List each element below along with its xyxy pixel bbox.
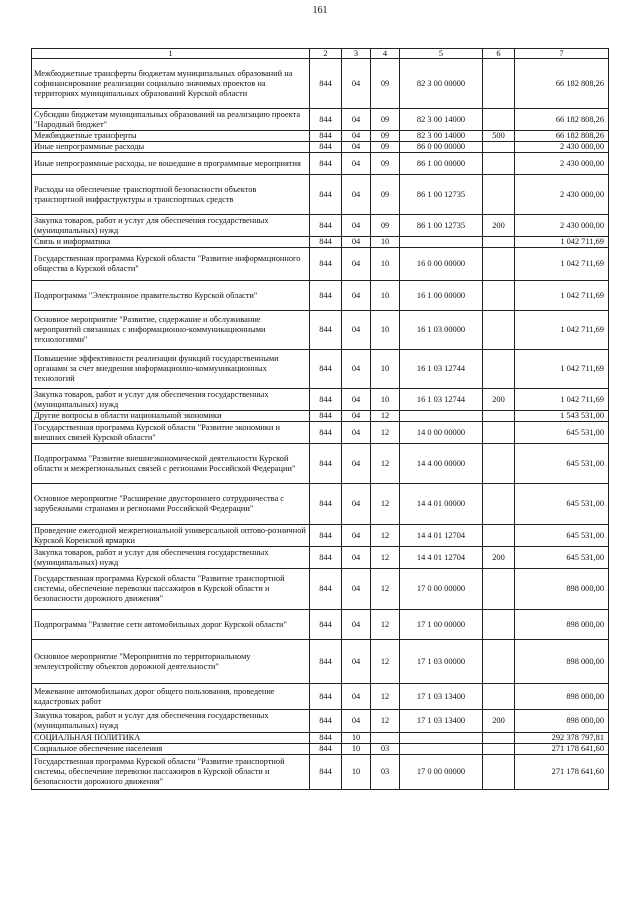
admin-code-cell: 844 bbox=[310, 755, 342, 790]
subsection-code-cell: 09 bbox=[371, 175, 400, 215]
table-row bbox=[32, 215, 609, 237]
section-code-cell: 04 bbox=[342, 610, 371, 640]
section-code-cell: 04 bbox=[342, 237, 371, 248]
amount-cell: 898 000,00 bbox=[515, 569, 609, 610]
row-name-cell: Иные непрограммные расходы bbox=[32, 142, 310, 153]
target-article-cell: 17 1 03 00000 bbox=[400, 640, 483, 684]
admin-code-cell: 844 bbox=[310, 744, 342, 755]
table-row bbox=[32, 569, 609, 610]
subsection-code-cell: 12 bbox=[371, 525, 400, 547]
target-article-cell: 14 0 00 00000 bbox=[400, 422, 483, 444]
subsection-code-cell bbox=[371, 733, 400, 744]
table-row bbox=[32, 484, 609, 525]
admin-code-cell: 844 bbox=[310, 389, 342, 411]
admin-code-cell: 844 bbox=[310, 311, 342, 350]
subsection-code-cell: 09 bbox=[371, 142, 400, 153]
subsection-code-cell: 12 bbox=[371, 411, 400, 422]
row-name-cell: Основное мероприятие "Мероприятия по территориальному землеустройству объектов дорожной деятельности" bbox=[32, 640, 310, 684]
amount-cell: 645 531,00 bbox=[515, 484, 609, 525]
amount-cell: 1 042 711,69 bbox=[515, 389, 609, 411]
expense-type-cell bbox=[483, 525, 515, 547]
amount-cell: 898 000,00 bbox=[515, 610, 609, 640]
admin-code-cell: 844 bbox=[310, 215, 342, 237]
subsection-code-cell: 10 bbox=[371, 248, 400, 281]
admin-code-cell: 844 bbox=[310, 484, 342, 525]
target-article-cell bbox=[400, 237, 483, 248]
section-code-cell: 04 bbox=[342, 389, 371, 411]
target-article-cell: 82 3 00 14000 bbox=[400, 131, 483, 142]
row-name-cell: Государственная программа Курской области "Развитие экономики и внешних связей Курской области" bbox=[32, 422, 310, 444]
expense-type-cell bbox=[483, 640, 515, 684]
amount-cell: 2 430 000,00 bbox=[515, 175, 609, 215]
row-name-cell: Закупка товаров, работ и услуг для обеспечения государственных (муниципальных) нужд bbox=[32, 710, 310, 733]
expense-type-cell bbox=[483, 142, 515, 153]
amount-cell: 2 430 000,00 bbox=[515, 153, 609, 175]
subsection-code-cell: 09 bbox=[371, 59, 400, 109]
section-code-cell: 04 bbox=[342, 547, 371, 569]
amount-cell: 271 178 641,60 bbox=[515, 744, 609, 755]
section-code-cell: 04 bbox=[342, 153, 371, 175]
target-article-cell: 17 0 00 00000 bbox=[400, 755, 483, 790]
admin-code-cell: 844 bbox=[310, 59, 342, 109]
target-article-cell: 16 1 03 12744 bbox=[400, 350, 483, 389]
table-row bbox=[32, 175, 609, 215]
amount-cell: 1 042 711,69 bbox=[515, 281, 609, 311]
subsection-code-cell: 12 bbox=[371, 710, 400, 733]
expense-type-cell bbox=[483, 248, 515, 281]
admin-code-cell: 844 bbox=[310, 109, 342, 131]
subsection-code-cell: 10 bbox=[371, 311, 400, 350]
expense-type-cell bbox=[483, 733, 515, 744]
admin-code-cell: 844 bbox=[310, 547, 342, 569]
amount-cell: 1 042 711,69 bbox=[515, 350, 609, 389]
row-name-cell: Межевание автомобильных дорог общего пользования, проведение кадастровых работ bbox=[32, 684, 310, 710]
section-code-cell: 10 bbox=[342, 755, 371, 790]
subsection-code-cell: 12 bbox=[371, 547, 400, 569]
target-article-cell: 16 0 00 00000 bbox=[400, 248, 483, 281]
section-code-cell: 04 bbox=[342, 175, 371, 215]
admin-code-cell: 844 bbox=[310, 684, 342, 710]
amount-cell: 2 430 000,00 bbox=[515, 142, 609, 153]
target-article-cell: 82 3 00 14000 bbox=[400, 109, 483, 131]
amount-cell: 271 178 641,60 bbox=[515, 755, 609, 790]
table-row bbox=[32, 59, 609, 109]
amount-cell: 645 531,00 bbox=[515, 547, 609, 569]
target-article-cell: 14 4 00 00000 bbox=[400, 444, 483, 484]
expense-type-cell bbox=[483, 237, 515, 248]
subsection-code-cell: 03 bbox=[371, 744, 400, 755]
row-name-cell: Иные непрограммные расходы, не вошедшие в программные мероприятия bbox=[32, 153, 310, 175]
page-number: 161 bbox=[312, 5, 328, 16]
column-header: 5 bbox=[400, 49, 483, 59]
table-row bbox=[32, 389, 609, 411]
expense-type-cell bbox=[483, 411, 515, 422]
subsection-code-cell: 12 bbox=[371, 640, 400, 684]
section-code-cell: 04 bbox=[342, 484, 371, 525]
expense-type-cell bbox=[483, 755, 515, 790]
target-article-cell: 16 1 03 12744 bbox=[400, 389, 483, 411]
section-code-cell: 04 bbox=[342, 215, 371, 237]
target-article-cell: 16 1 03 00000 bbox=[400, 311, 483, 350]
section-code-cell: 04 bbox=[342, 59, 371, 109]
section-code-cell: 04 bbox=[342, 142, 371, 153]
row-name-cell: Государственная программа Курской области "Развитие информационного общества в Курской области" bbox=[32, 248, 310, 281]
amount-cell: 645 531,00 bbox=[515, 422, 609, 444]
expense-type-cell bbox=[483, 59, 515, 109]
table-row bbox=[32, 684, 609, 710]
admin-code-cell: 844 bbox=[310, 237, 342, 248]
row-name-cell: Межбюджетные трансферты bbox=[32, 131, 310, 142]
amount-cell: 898 000,00 bbox=[515, 640, 609, 684]
table-row bbox=[32, 733, 609, 744]
column-header: 4 bbox=[371, 49, 400, 59]
target-article-cell: 86 1 00 12735 bbox=[400, 175, 483, 215]
section-code-cell: 04 bbox=[342, 281, 371, 311]
expense-type-cell bbox=[483, 684, 515, 710]
row-name-cell: Закупка товаров, работ и услуг для обеспечения государственных (муниципальных) нужд bbox=[32, 389, 310, 411]
section-code-cell: 04 bbox=[342, 684, 371, 710]
amount-cell: 2 430 000,00 bbox=[515, 215, 609, 237]
expense-type-cell: 200 bbox=[483, 215, 515, 237]
subsection-code-cell: 09 bbox=[371, 109, 400, 131]
table-row bbox=[32, 109, 609, 131]
section-code-cell: 04 bbox=[342, 411, 371, 422]
expense-type-cell bbox=[483, 444, 515, 484]
row-name-cell: Повышение эффективности реализации функций государственными органами за счет внедрения информационно-коммуникационных технологий bbox=[32, 350, 310, 389]
table-header-row bbox=[32, 49, 609, 59]
target-article-cell bbox=[400, 411, 483, 422]
target-article-cell: 17 0 00 00000 bbox=[400, 569, 483, 610]
row-name-cell: Основное мероприятие "Развитие, содержание и обслуживание мероприятий связанных с информационно-коммуникационными технологиями" bbox=[32, 311, 310, 350]
target-article-cell: 17 1 03 13400 bbox=[400, 684, 483, 710]
subsection-code-cell: 10 bbox=[371, 237, 400, 248]
table-row bbox=[32, 640, 609, 684]
table-row bbox=[32, 444, 609, 484]
section-code-cell: 10 bbox=[342, 733, 371, 744]
column-header: 1 bbox=[32, 49, 310, 59]
admin-code-cell: 844 bbox=[310, 131, 342, 142]
expense-type-cell bbox=[483, 610, 515, 640]
admin-code-cell: 844 bbox=[310, 444, 342, 484]
amount-cell: 1 042 711,69 bbox=[515, 237, 609, 248]
subsection-code-cell: 10 bbox=[371, 350, 400, 389]
table-row bbox=[32, 525, 609, 547]
row-name-cell: Подпрограмма "Развитие внешнеэкономической деятельности Курской области и межрегиональных связей с регионами Российской Федерации" bbox=[32, 444, 310, 484]
expense-type-cell bbox=[483, 744, 515, 755]
table-row bbox=[32, 610, 609, 640]
amount-cell: 898 000,00 bbox=[515, 684, 609, 710]
subsection-code-cell: 12 bbox=[371, 484, 400, 525]
expense-type-cell bbox=[483, 109, 515, 131]
section-code-cell: 04 bbox=[342, 525, 371, 547]
expense-type-cell bbox=[483, 422, 515, 444]
table-row bbox=[32, 248, 609, 281]
expense-type-cell bbox=[483, 350, 515, 389]
row-name-cell: СОЦИАЛЬНАЯ ПОЛИТИКА bbox=[32, 733, 310, 744]
amount-cell: 1 042 711,69 bbox=[515, 311, 609, 350]
row-name-cell: Субсидии бюджетам муниципальных образований на реализацию проекта "Народный бюджет" bbox=[32, 109, 310, 131]
table-row bbox=[32, 755, 609, 790]
section-code-cell: 04 bbox=[342, 444, 371, 484]
admin-code-cell: 844 bbox=[310, 142, 342, 153]
section-code-cell: 04 bbox=[342, 350, 371, 389]
expense-type-cell bbox=[483, 153, 515, 175]
expense-type-cell bbox=[483, 175, 515, 215]
subsection-code-cell: 03 bbox=[371, 755, 400, 790]
admin-code-cell: 844 bbox=[310, 350, 342, 389]
target-article-cell: 14 4 01 00000 bbox=[400, 484, 483, 525]
table-row bbox=[32, 311, 609, 350]
table-row bbox=[32, 237, 609, 248]
row-name-cell: Другие вопросы в области национальной экономики bbox=[32, 411, 310, 422]
target-article-cell: 17 1 03 13400 bbox=[400, 710, 483, 733]
table-row bbox=[32, 744, 609, 755]
amount-cell: 645 531,00 bbox=[515, 444, 609, 484]
expense-type-cell: 200 bbox=[483, 547, 515, 569]
table-row bbox=[32, 281, 609, 311]
expense-type-cell bbox=[483, 484, 515, 525]
section-code-cell: 04 bbox=[342, 422, 371, 444]
amount-cell: 292 378 797,81 bbox=[515, 733, 609, 744]
table-row bbox=[32, 350, 609, 389]
section-code-cell: 04 bbox=[342, 131, 371, 142]
expense-type-cell bbox=[483, 281, 515, 311]
row-name-cell: Государственная программа Курской области "Развитие транспортной системы, обеспечение перевозки пассажиров в Курской области и безопасности дорожного движения" bbox=[32, 755, 310, 790]
admin-code-cell: 844 bbox=[310, 640, 342, 684]
table-body bbox=[32, 59, 609, 790]
expense-type-cell: 200 bbox=[483, 389, 515, 411]
subsection-code-cell: 09 bbox=[371, 153, 400, 175]
row-name-cell: Основное мероприятие "Расширение двустороннего сотрудничества с зарубежными странами и регионами Российской Федерации" bbox=[32, 484, 310, 525]
column-header: 7 bbox=[515, 49, 609, 59]
subsection-code-cell: 12 bbox=[371, 422, 400, 444]
section-code-cell: 04 bbox=[342, 248, 371, 281]
column-header: 2 bbox=[310, 49, 342, 59]
admin-code-cell: 844 bbox=[310, 610, 342, 640]
target-article-cell: 14 4 01 12704 bbox=[400, 525, 483, 547]
row-name-cell: Проведение ежегодной межрегиональной универсальной оптово-розничной Курской Коренской ярмарки bbox=[32, 525, 310, 547]
column-header: 3 bbox=[342, 49, 371, 59]
target-article-cell bbox=[400, 733, 483, 744]
target-article-cell: 16 1 00 00000 bbox=[400, 281, 483, 311]
column-header: 6 bbox=[483, 49, 515, 59]
section-code-cell: 04 bbox=[342, 710, 371, 733]
target-article-cell: 17 1 00 00000 bbox=[400, 610, 483, 640]
target-article-cell: 86 0 00 00000 bbox=[400, 142, 483, 153]
section-code-cell: 04 bbox=[342, 640, 371, 684]
admin-code-cell: 844 bbox=[310, 175, 342, 215]
admin-code-cell: 844 bbox=[310, 733, 342, 744]
section-code-cell: 04 bbox=[342, 569, 371, 610]
table-row bbox=[32, 547, 609, 569]
admin-code-cell: 844 bbox=[310, 153, 342, 175]
admin-code-cell: 844 bbox=[310, 525, 342, 547]
target-article-cell: 82 3 00 00000 bbox=[400, 59, 483, 109]
subsection-code-cell: 12 bbox=[371, 569, 400, 610]
amount-cell: 66 182 808,26 bbox=[515, 131, 609, 142]
row-name-cell: Расходы на обеспечение транспортной безопасности объектов транспортной инфраструктуры и транспортных средств bbox=[32, 175, 310, 215]
section-code-cell: 10 bbox=[342, 744, 371, 755]
amount-cell: 66 182 808,26 bbox=[515, 109, 609, 131]
target-article-cell: 86 1 00 12735 bbox=[400, 215, 483, 237]
admin-code-cell: 844 bbox=[310, 411, 342, 422]
target-article-cell bbox=[400, 744, 483, 755]
amount-cell: 645 531,00 bbox=[515, 525, 609, 547]
subsection-code-cell: 12 bbox=[371, 610, 400, 640]
expense-type-cell: 200 bbox=[483, 710, 515, 733]
amount-cell: 1 543 531,00 bbox=[515, 411, 609, 422]
admin-code-cell: 844 bbox=[310, 422, 342, 444]
expense-type-cell bbox=[483, 569, 515, 610]
table-row bbox=[32, 411, 609, 422]
subsection-code-cell: 12 bbox=[371, 684, 400, 710]
row-name-cell: Закупка товаров, работ и услуг для обеспечения государственных (муниципальных) нужд bbox=[32, 547, 310, 569]
row-name-cell: Связь и информатика bbox=[32, 237, 310, 248]
amount-cell: 898 000,00 bbox=[515, 710, 609, 733]
section-code-cell: 04 bbox=[342, 311, 371, 350]
admin-code-cell: 844 bbox=[310, 281, 342, 311]
subsection-code-cell: 10 bbox=[371, 389, 400, 411]
admin-code-cell: 844 bbox=[310, 248, 342, 281]
expense-type-cell bbox=[483, 311, 515, 350]
target-article-cell: 86 1 00 00000 bbox=[400, 153, 483, 175]
subsection-code-cell: 10 bbox=[371, 281, 400, 311]
row-name-cell: Подпрограмма "Развитие сети автомобильных дорог Курской области" bbox=[32, 610, 310, 640]
subsection-code-cell: 09 bbox=[371, 215, 400, 237]
table-row bbox=[32, 153, 609, 175]
row-name-cell: Закупка товаров, работ и услуг для обеспечения государственных (муниципальных) нужд bbox=[32, 215, 310, 237]
table-row bbox=[32, 131, 609, 142]
amount-cell: 1 042 711,69 bbox=[515, 248, 609, 281]
table-row bbox=[32, 142, 609, 153]
row-name-cell: Социальное обеспечение населения bbox=[32, 744, 310, 755]
admin-code-cell: 844 bbox=[310, 569, 342, 610]
expense-type-cell: 500 bbox=[483, 131, 515, 142]
subsection-code-cell: 12 bbox=[371, 444, 400, 484]
target-article-cell: 14 4 01 12704 bbox=[400, 547, 483, 569]
subsection-code-cell: 09 bbox=[371, 131, 400, 142]
amount-cell: 66 182 808,26 bbox=[515, 59, 609, 109]
table-row bbox=[32, 422, 609, 444]
row-name-cell: Государственная программа Курской области "Развитие транспортной системы, обеспечение перевозки пассажиров в Курской области и безопасности дорожного движения" bbox=[32, 569, 310, 610]
row-name-cell: Подпрограмма "Электронное правительство Курской области" bbox=[32, 281, 310, 311]
section-code-cell: 04 bbox=[342, 109, 371, 131]
row-name-cell: Межбюджетные трансферты бюджетам муниципальных образований на софинансирование реализации социально значимых проектов на территориях муниципальных образований Курской области bbox=[32, 59, 310, 109]
table-row bbox=[32, 710, 609, 733]
admin-code-cell: 844 bbox=[310, 710, 342, 733]
budget-table bbox=[31, 48, 609, 790]
